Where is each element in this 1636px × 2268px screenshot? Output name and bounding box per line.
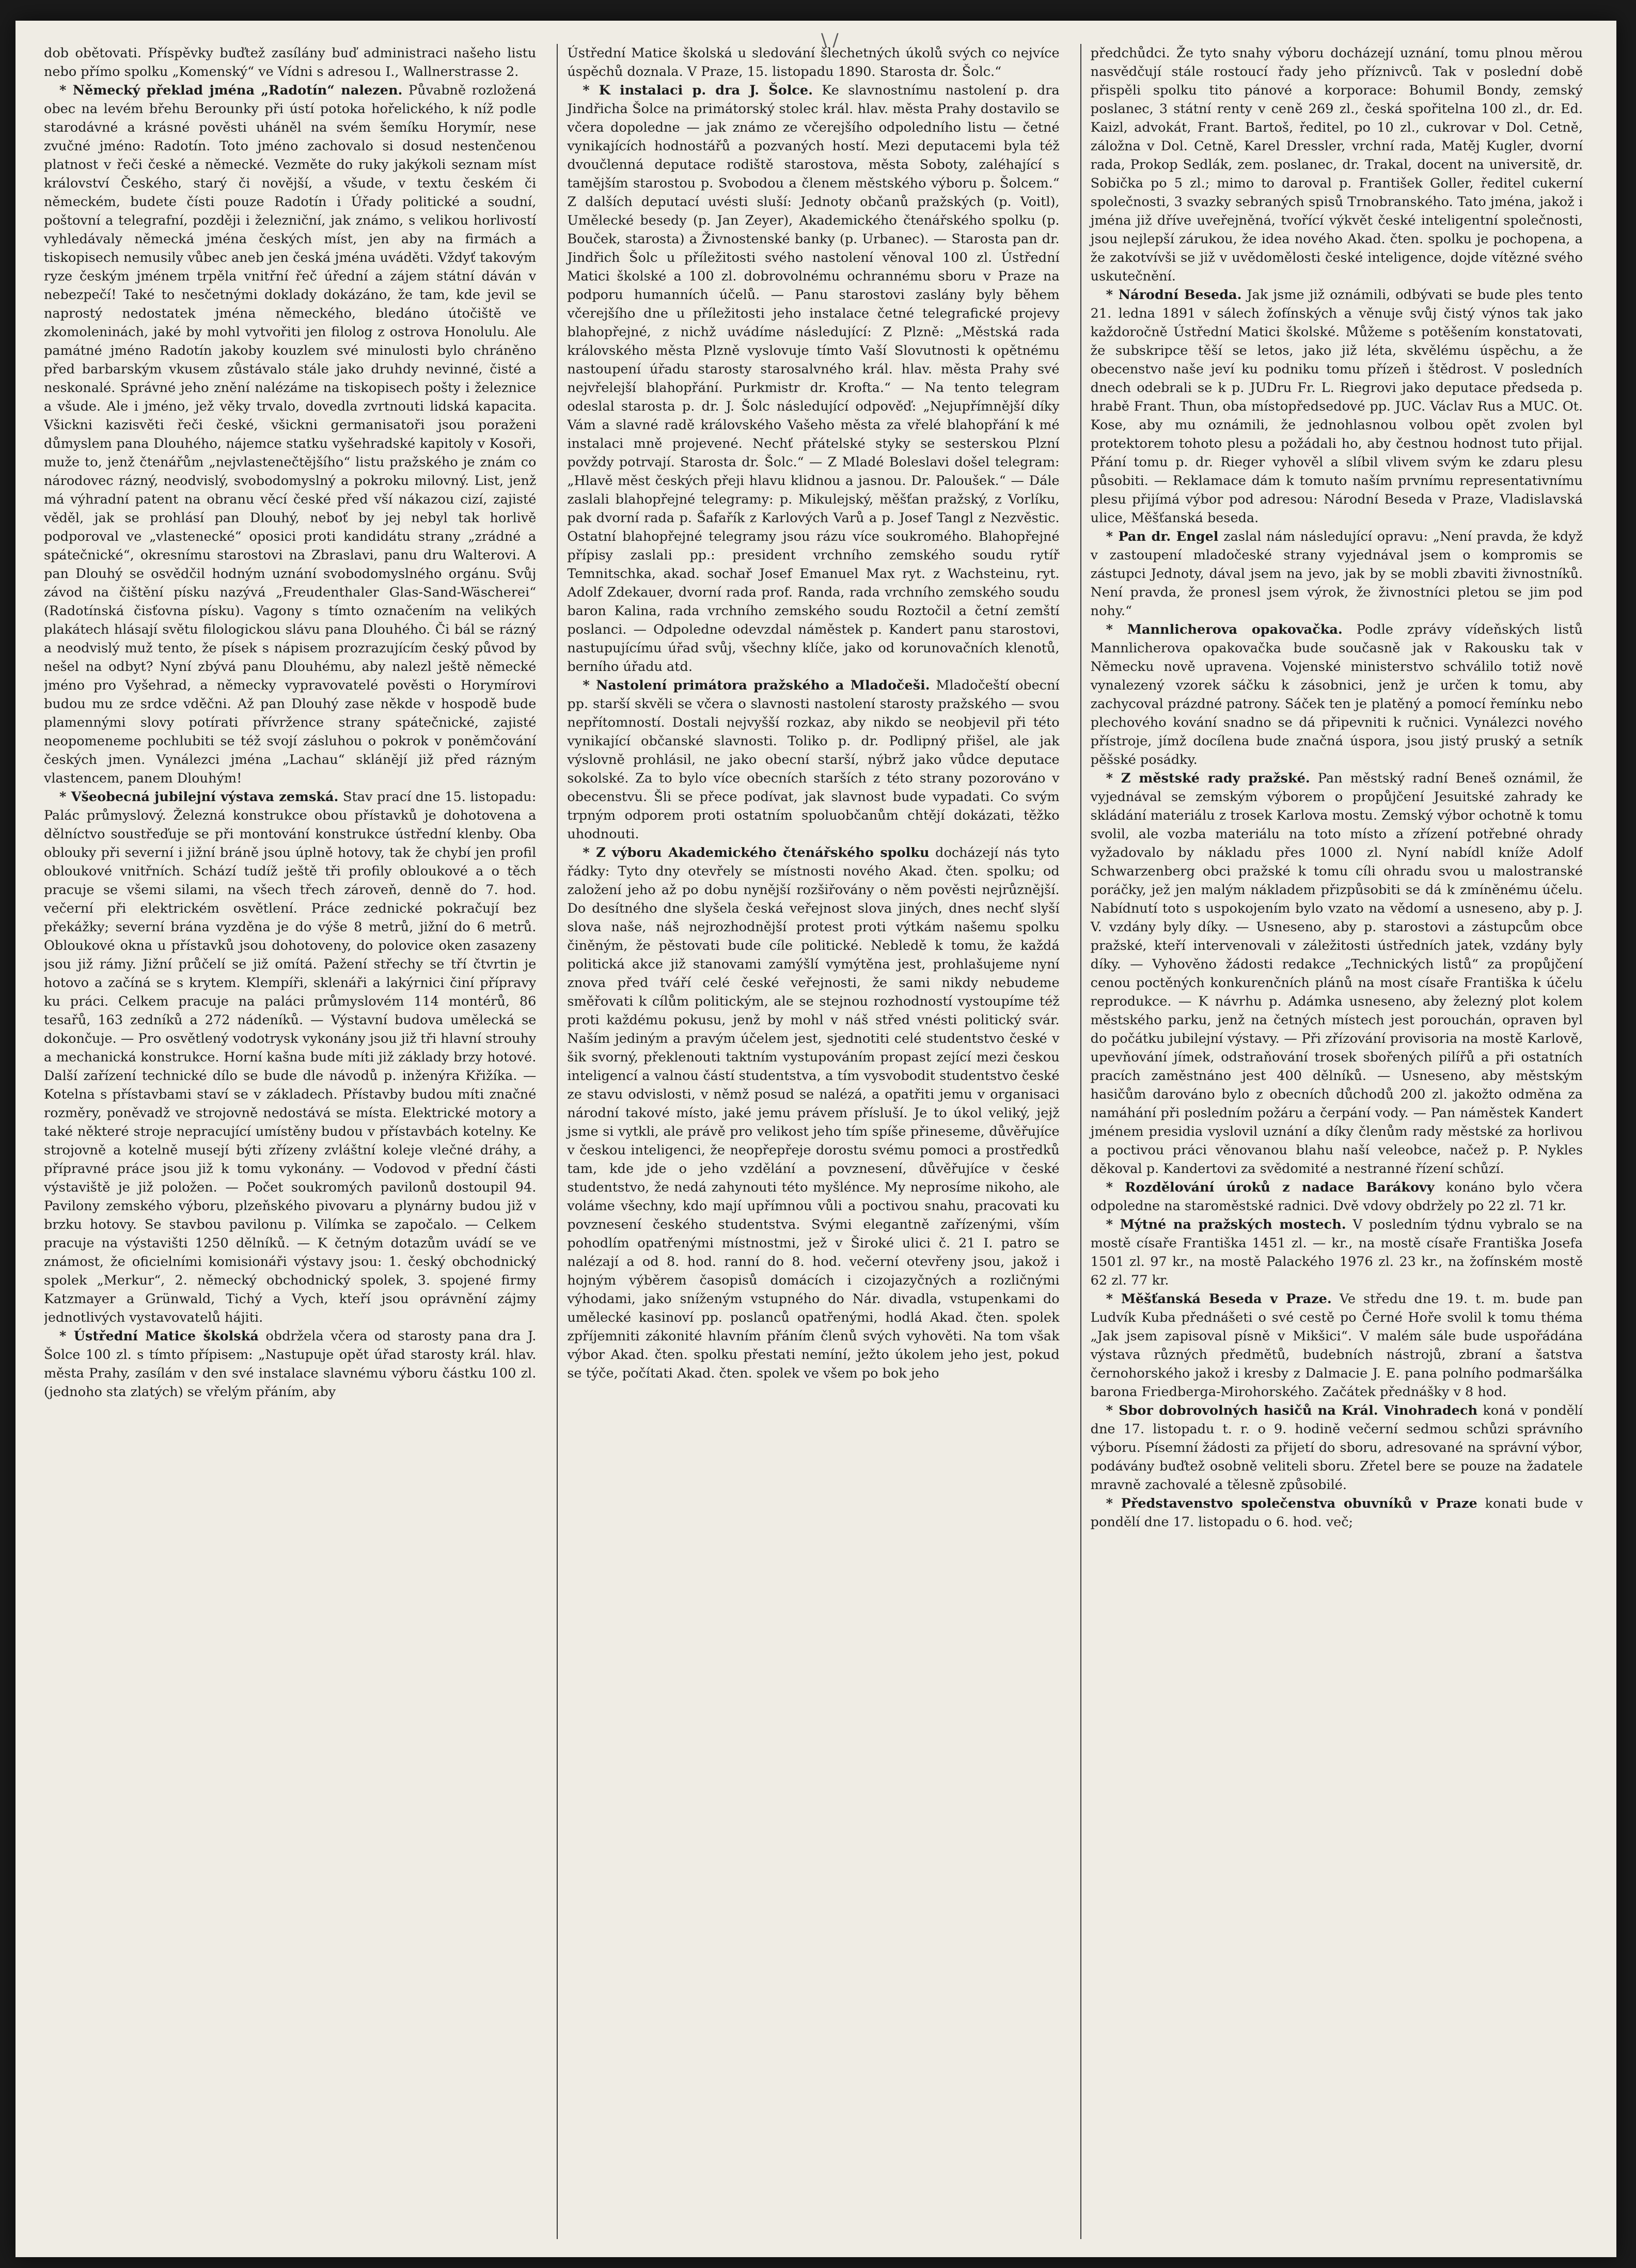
article-headline: * Z výboru Akademického čtenářského spolku [583,845,930,861]
paragraph [1091,44,1583,286]
article-text: koná v pondělí dne 17. listopadu t. r. o 9. hodině večerní sedmou schůzi správního výboru. Písemní žádosti za přijetí do sboru, adresované na správní výbor, podávány buďtež osobně veliteli sboru. Zřetel bere se pouze na žadatele mravně zachovalé a tělesně způsobilé. [1090,1403,1583,1493]
article-text: Půvabně rozložená obec na levém břehu Berounky při ústí potoka hořelického, k níž podle starodávné a krásné pověsti uháněl na svém šemíku Horymír, nese zvučné jméno: Radotín. Toto jméno zachovalo si dosud nestenčenou platnost v řeči české a německé. Vezměte do ruky jakýkoli seznam míst království Českého, starý či novější, a všude, v textu českém či německém, budete čísti pouze Radotín i Úřady politické a soudní, poštovní a telegrafní, později i železniční, jak známo, s velikou horlivostí vyhledávaly německá jména českých míst, jen aby na firmách a tiskopisech nemusily vůbec aneb jen česká jména uváděti. Vždyť takovým ryze českým jménem trpěla vnitřní řeč úřední a zájem státní dáván v nebezpečí! Také to nesčetnými doklady dokázáno, že tam, kde jevil se naprostý nedostatek jména německého, bledáno útočiště ve zkomoleninách, jaké by mohl vytvořiti jen filolog z ostrova Honolulu. Ale památné jméno Radotín jakoby kouzlem své minulosti bylo chráněno před barbarským vkusem zůstávalo stále jako druhdy nevinné, čisté a neskonalé. Správné jeho znění nalézáme na tiskopisech pošty i železnice a všude. Ale i jméno, jež věky trvalo, dovedla zvrtnouti lidská kapacita. Všickni kazisvěti řeči české, všickni germanisatoři jsou poraženi důmyslem pana Dlouhého, nájemce statku vyšehradské kapitoly v Kosoři, muže to, jenž čtenářům „nejvlastenečtějšího“ listu pražského je znám co národovec rázný, neodvislý, svobodomyslný a pokroku milovný. List, jenž má výhradní patent na obranu věcí české před vší nákazou cizí, zajisté věděl, jak se prohlásí pan Dlouhý, neboť by jej nebyl tak horlivě podporoval ve „vlastenecké“ oposici proti kandidátu strany „zrádné a spátečnické“, okresnímu starostovi na Zbraslavi, panu dru Walterovi. A pan Dlouhý se osvědčil hodným uznání svobodomyslného orgánu. Svůj závod na čištění písku nazývá „Freudenthaler Glas-Sand-Wäscherei“ (Radotínská čisťovna písku). Vagony s tímto označením na velikých plakátech hlásají světu filologickou slávu pana Dlouhého. Či bál se rázný a neodvislý muž tento, že písek s nápisem prozrazujícím český původ by nešel na odbyt? Nyní zbývá panu Dlouhému, aby nalezl ještě německé jméno pro Vyšehrad, a německy vypravovatelé pověsti o Horymírovi budou mu ze srdce vděčni. Až pan Dlouhý zase někde v hospodě bude plamennými slovy potírati přívržence strany spátečnické, zajisté neopomeneme pochlubiti se též svojí zásluhou o pokrok v poněmčování českých jmen. Vynálezci jména „Lachau“ sklánějí již před rázným vlastencem, panem Dlouhým! [44,83,537,786]
paragraph [44,44,536,81]
article-paragraph [567,81,1059,676]
article-paragraph [1091,1290,1583,1401]
article-text: docházejí nás tyto řádky: Tyto dny otevřely se místnosti nového Akad. čten. spolku; od založení jeho až po dobu nynější rozšiřovány o něm pověsti nejrůznější. Do desítného dne slyšela česká veřejnost slova jiných, dnes nechť slyší slova naše, náš nejrozhodnější protest proti výtkám našemu spolku činěným, že pěstovati bude cíle politické. Nebledě k tomu, že každá politická akce již stanovami zamýšlí vymýtěna jest, prohlašujeme nyní znova před tváří celé české veřejnosti, že sami nikdy nebudeme směřovati k cílům politickým, ale se stejnou rozhodností vystoupíme též proti každému pokusu, jenž by mohl v náš střed vnésti politický svár. Naším jediným a pravým účelem jest, sjednotiti celé studentstvo české v šik svorný, překlenouti taktním vystupováním propast zející mezi českou inteligencí a valnou částí studentstva, a tím vysvobodit studentstvo české ze stavu odvislosti, v němž posud se nalézá, a opatřiti jemu v organisaci národní takové místo, jaké jemu právem přísluší. Je to úkol veliký, jejž jsme si vytkli, ale právě pro velikost jeho tím spíše přineseme, důvěřujíce v českou inteligenci, že neopřepřeje dorostu svému pomoci a prostředků tam, kde jde o jeho vzdělání a povznesení, důvěřujíce v české studentstvo, že nedá zahynouti této myšlénce. My neprosíme nikoho, ale voláme všechny, kdo mají upřímnou vůli a poctivou snahu, pracovati ku povznesení českého studentstva. Svými elegantně zařízenými, vším pohodlím opatřenými místnostmi, jež v Široké ulici č. 21 I. patro se nalézají a od 8. hod. ranní do 8. hod. večerní otevřeny jsou, jakož i hojným výběrem časopisů domácích i cizojazyčných a rozličnými výhodami, jako sníženým vstupného do Nár. divadla, vstupenkami do umělecké kasinoví pp. poslanců opatřenými, hodlá Akad. čten. spolek zpříjemniti zákonité hlavním přáním členů svých vyhověti. Na tom však výbor Akad. čten. spolku přestati nemíní, ježto úkolem jeho jest, pokud se týče, počítati Akad. čten. spolek ve všem po bok jeho [567,845,1060,1381]
column-2 [557,44,1059,2239]
article-paragraph [1091,1494,1583,1531]
article-text: Ke slavnostnímu nastolení p. dra Jindřicha Šolce na primátorský stolec král. hlav. města Prahy dostavilo se včera dopoledne — jak známo ze včerejšího odpoledního listu — četné vynikajících hodnostářů a pozvaných hostí. Mezi deputacemi byla též dvoučlenná deputace rodiště starostova, města Soboty, zaléhající s tamějším starostou p. Svobodou a členem městského výboru p. Šolcem.“ Z dalších deputací uvésti sluší: Jednoty občanů pražských (p. Voitl), Umělecké besedy (p. Jan Zeyer), Akademického čtenářského spolku (p. Bouček, starosta) a Živnostenské banky (p. Urbanec). — Starosta pan dr. Jindřich Šolc u příležitosti svého nastolení věnoval 100 zl. Ústřední Matici školské a 100 zl. dobrovolnému ochrannému sboru v Praze na podporu humanních účelů. — Panu starostovi zaslány byly během včerejšího dne u příležitosti jeho instalace četné telegrafické projevy blahopřejné, z nichž uvádíme následující: Z Plzně: „Městská rada královského města Plzně vyslovuje tímto Vaší Slovutnosti k opětnému nastoupení úřadu starosty starosalvného král. hlav. města Prahy své nejvřelejší blahopřání. Purkmistr dr. Krofta.“ — Na tento telegram odeslal starosta p. dr. J. Šolc následující odpověď: „Nejupřímnější díky Vám a slavné radě královského Vašeho města za vřelé blahopřání k mé instalaci mně projevené. Nechť přátelské styky se sesterskou Plzní povždy potrvají. Starosta dr. Šolc.“ — Z Mladé Boleslavi došel telegram: „Hlavě měst českých přeji hlavu klidnou a jasnou. Dr. Paloušek.“ — Dále zaslali blahopřejné telegramy: p. Mikulejský, měšťan pražský, z Vorlíku, pak dvorní rada p. Šafařík z Karlových Varů a p. Josef Tangl z Nezvěstic. Ostatní blahopřejné telegramy jsou rázu více soukromého. Blahopřejné přípisy zaslali pp.: president vrchního zemského soudu rytíř Temnitschka, akad. sochař Josef Emanuel Max ryt. z Wachsteinu, ryt. Adolf Zdekauer, dvorní rada prof. Randa, rada vrchního zemského soudu baron Kalina, rada vrchního zemského soudu Roztočil a četní zemští poslanci. — Odpoledne odevzdal náměstek p. Kandert panu starostovi, nastupujícímu úřad svůj, všechny klíče, jako od korunovačních klenotů, berního úřadu atd. [567,83,1060,675]
article-text: Podle zprávy vídeňských listů Mannlicherova opakovačka bude současně jak v Rakousku tak v Německu nově upravena. Vojenské ministerstvo schválilo totiž nově vynalezený vzorek sáčku k zásobnici, jenž je určen k tomu, aby zachycoval prázdné patrony. Sáček ten je platěný a pomocí řemínku nebo plechového kování snadno se dá připevniti k ručnici. Vynálezci nového přístroje, jímž docílena bude značná úspora, jsou jistý pruský a setník pěšské posádky. [1090,622,1583,768]
article-headline: * Mýtné na pražských mostech. [1106,1217,1346,1232]
article-paragraph [44,81,536,788]
article-columns [44,44,1583,2239]
article-text: V posledním týdnu vybralo se na mostě císaře Františka 1451 zl. — kr., na mostě císaře Františka Josefa 1501 zl. 97 kr., na mostě Palackého 1976 zl. 23 kr., na žofínském mostě 62 zl. 77 kr. [1090,1217,1583,1288]
article-headline: * Pan dr. Engel [1106,529,1219,544]
article-headline: * K instalaci p. dra J. Šolce. [583,83,813,98]
article-text: zaslal nám následující opravu: „Není pravda, že když v zastoupení mladočeské strany vyjednával jsem o kompromis se zástupci Jednoty, dával jsem na jevo, jak by se mobli zbaviti živnostníků. Není pravda, že pronesl jsem výrok, že živnostníci pletou se jim pod nohy.“ [1090,529,1583,619]
paragraph-text: dob obětovati. Příspěvky buďtež zasílány buď administraci našeho listu nebo přímo spolku „Komenský“ ve Vídni s adresou I., Wallnerstrasse 2. [44,45,537,80]
article-paragraph [1091,769,1583,1178]
article-paragraph [44,1327,536,1401]
article-headline: * Představenstvo společenstva obuvníků v Praze [1106,1496,1477,1511]
article-text: Stav prací dne 15. listopadu: Palác průmyslový. Železná konstrukce obou přístavků je dohotovena a dělníctvo soustřeďuje se při montování konstrukce ústřední klenby. Oba oblouky při severní i jižní bráně jsou úplně hotovy, tak že chybí jen profil obloukové vnitřních. Schází tudíž ještě tři profily obloukové a o těch pracuje se všemi silami, na všech třech zároveň, denně do 7. hod. večerní při elektrickém osvětlení. Práce zednické pokračují bez překážky; severní brána vyzděna je do výše 8 metrů, jižní do 6 metrů. Obloukové okna u přístavků jsou dohotoveny, do polovice oken zasazeny jsou již rámy. Jižní průčelí se již omítá. Pažení střechy se tří čtvrtin je hotovo a začíná se s krytem. Klempíři, sklenáři a lakýrnici činí přípravy ku práci. Celkem pracuje na paláci průmyslovém 114 montérů, 86 tesařů, 163 zedníků a 272 nádeníků. — Výstavní budova umělecká se dokončuje. — Pro osvětlený vodotrysk vykonány jsou již tři hlavní strouhy a mechanická konstrukce. Horní kašna bude míti již základy brzy hotové. Další zařízení technické dílo se bude dle návodů p. inženýra Křižíka. — Kotelna s přístavbami staví se v základech. Přístavby budou míti značné rozměry, poněvadž ve strojovně nedostává se místa. Elektrické motory a také některé stroje nepracující umístěny budou v přístavbách kotelny. Ke strojovně a kotelně musejí býti zřízeny zvláštní koleje vlečné dráhy, a přípravné práce jsou již k tomu vykonány. — Vodovod v přední části výstaviště je již položen. — Počet soukromých pavilonů dostoupil 94. Pavilony zemského výboru, plzeňského pivovaru a plynárny budou již v brzku hotovy. Se stavbou pavilonu p. Vilímka se započalo. — Celkem pracuje na výstavišti 1250 dělníků. — K četným dotazům uvádí se ve známost, že oficielními komisionáři výstavy jsou: 1. český obchodnický spolek „Merkur“, 2. německý obchodnický spolek, 3. spojené firmy Katzmayer a Grünwald, Tichý a Vych, kteří jsou oprávnění zájmy jednotlivých vystavovatelů hájiti. [44,789,537,1325]
article-headline: * Národní Beseda. [1106,287,1242,303]
article-headline: * Nastolení primátora pražského a Mladočeši. [583,678,930,693]
article-headline: * Německý překlad jména „Radotín“ nalezen. [59,83,403,98]
fold-mark: \ / [821,30,839,51]
article-headline: * Rozdělování úroků z nadace Barákovy [1106,1180,1435,1195]
article-headline: * Všeobecná jubilejní výstava zemská. [59,789,339,805]
article-paragraph [1091,1401,1583,1494]
article-paragraph [567,843,1059,1383]
article-paragraph [44,788,536,1327]
paragraph [567,44,1059,81]
article-paragraph [1091,527,1583,620]
paragraph-text: předchůdci. Že tyto snahy výboru docházejí uznání, tomu plnou měrou nasvědčují stále rostoucí řady jeho příznivců. Tak v poslední době přispěli spolku tito pánové a korporace: Bohumil Bondy, zemský poslanec, 3 státní renty v ceně 269 zl., česká spořitelna 100 zl., dr. Ed. Kaizl, advokát, Frant. Bartoš, ředitel, po 10 zl., cukrovar v Dol. Cetně, záložna v Dol. Cetně, Karel Dressler, vrchní rada, Matěj Kugler, dvorní rada, Prokop Sedlák, zem. poslanec, dr. Trakal, docent na universitě, dr. Sobička po 5 zl.; mimo to daroval p. František Goller, ředitel cukerní společnosti, 3 svazky sebraných spisů Trnobranského. Tato jména, jakož i jména již dříve uveřejněná, tvořící výkvět české inteligentní společnosti, jsou nejlepší zárukou, že idea nového Akad. čten. spolku je pochopena, a že zakotvívši se již v uvědomělosti české inteligence, dojde vítězné svého uskutečnění. [1090,45,1583,284]
article-paragraph [1091,1178,1583,1215]
article-text: Pan městský radní Beneš oznámil, že vyjednával se zemským výborem o propůjčení Jesuitské zahrady ke skládání materiálu z trosek Karlova mostu. Zemský výbor ochotně k tomu svolil, ale vozba materiálu na toto místo a zřízení potřebné ohrady vyžadovalo by nákladu přes 1000 zl. Nyní nabídl kníže Adolf Schwarzenberg obci pražské k tomu cíli ohradu svou u malostranské poráčky, jež jen malým nákladem přizpůsobiti se dá k zmíněnému účelu. Nabídnutí toto s uspokojením bylo vzato na vědomí a usneseno, aby p. J. V. vzdány byly díky. — Usneseno, aby p. starostovi a zástupcům obce pražské, kteří intervenovali v záležitosti ústředních jatek, vzdány byly díky. — Vyhověno žádosti redakce „Technických listů“ za propůjčení cenou poctěných konkurenčních plánů na most císaře Františka k účelu reprodukce. — K návrhu p. Adámka usneseno, aby železný plot kolem městského parku, jenž na četných místech jest porouchán, opraven byl do počátku jubilejní výstavy. — Při zřízování provisoria na mostě Karlově, upevňování jímek, odstraňování trosek sbořených pilířů a při ostatních pracích zaměstnáno jest 400 dělníků. — Usneseno, aby městským hasičům darováno bylo z obecních důchodů 200 zl. jakožto odměna za namáhání při posledním požáru a čerpání vody. — Pan náměstek Kandert jménem presidia vyslovil uznání a díky členům rady městské za horlivou a poctivou práci věnovanou blahu naší veleobce, načež p. P. Nykles děkoval p. Kandertovi za svědomité a nestranné řízení schůzí. [1090,771,1583,1177]
article-paragraph [1091,620,1583,769]
article-text: konáno bylo včera odpoledne na staroměstské radnici. Dvě vdovy obdržely po 22 zl. 71 kr. [1090,1180,1583,1214]
article-paragraph [1091,1215,1583,1290]
article-text: obdržela včera od starosty pana dra J. Šolce 100 zl. s tímto přípisem: „Nastupuje opět úřad starosty král. hlav. města Prahy, zasílám v den své instalace slavnému výboru částku 100 zl. (jednoho sta zlatých) se vřelým přáním, aby [44,1328,537,1400]
article-headline: * Mannlicherova opakovačka. [1106,622,1343,637]
column-1 [44,44,536,2239]
article-headline: * Sbor dobrovolných hasičů na Král. Vinohradech [1106,1403,1478,1418]
article-headline: * Ústřední Matice školská [59,1328,259,1344]
article-paragraph [567,676,1059,843]
article-text: Mladočeští obecní pp. starší skvěli se včera o slavnosti nastolení starosty pražského — svou nepřítomností. Dostali nejvyšší rozkaz, aby nikdo se neobjevil při této vynikající občanské slavnosti. Toliko p. dr. Podlipný přišel, ale jak výslovně prohlásil, ne jako obecní starší, nýbrž jako vůdce deputace sokolské. Za to bylo více obecních starších z této strany pozorováno v obecenstvu. Šli se přece podívat, jak slavnost bude vypadati. Co svým trpným odporem proti ostatním spoluobčanům chtějí dokázati, těžko uhodnouti. [567,678,1060,842]
article-text: konati bude v pondělí dne 17. listopadu o 6. hod. več; [1090,1496,1583,1530]
newspaper-page [15,21,1616,2257]
article-paragraph [1091,286,1583,527]
article-headline: * Měšťanská Beseda v Praze. [1106,1291,1332,1307]
article-text: Jak jsme již oznámili, odbývati se bude ples tento 21. ledna 1891 v sálech žofínských a věnuje svůj čistý výnos tak jako každoročně Ústřední Matici školské. Můžeme s potěšením konstatovati, že subskripce těší se letos, jako již léta, skvělému úspěchu, a že obecenstvo naše jeví ku podniku tomu přízeň i štědrost. V posledních dnech odebrali se k p. JUDru Fr. L. Riegrovi jako deputace předseda p. hrabě Frant. Thun, oba místopředsedové pp. JUC. Václav Rus a MUC. Ot. Kose, aby mu oznámili, že jednohlasnou volbou opět zvolen byl protektorem tohoto plesu a požádali ho, aby čestnou hodnost tuto přijal. Přání tomu p. dr. Rieger vyhověl a slíbil vlivem svým ke zdaru plesu působiti. — Reklamace dám k tomuto naším prvnímu representativnímu plesu přijímá výbor pod adresou: Národní Beseda v Praze, Vladislavská ulice, Měšťanská beseda. [1090,287,1583,526]
paragraph-text: Ústřední Matice školská u sledování šlechetných úkolů svých co nejvíce úspěchů doznala. V Praze, 15. listopadu 1890. Starosta dr. Šolc.“ [567,45,1060,80]
column-3 [1080,44,1583,2239]
article-headline: * Z městské rady pražské. [1106,771,1310,786]
article-text: Ve středu dne 19. t. m. bude pan Ludvík Kuba přednášeti o své cestě po Černé Hoře svolil k tomu théma „Jak jsem zapisoval písně v Mikšici“. V malém sále bude uspořádána výstava různých předmětů, budebních nástrojů, zbraní a šatstva černohorského jakož i kresby z Dalmacie J. E. pana polního podmaršálka barona Friedberga-Mirohorského. Začátek přednášky v 8 hod. [1090,1291,1583,1400]
